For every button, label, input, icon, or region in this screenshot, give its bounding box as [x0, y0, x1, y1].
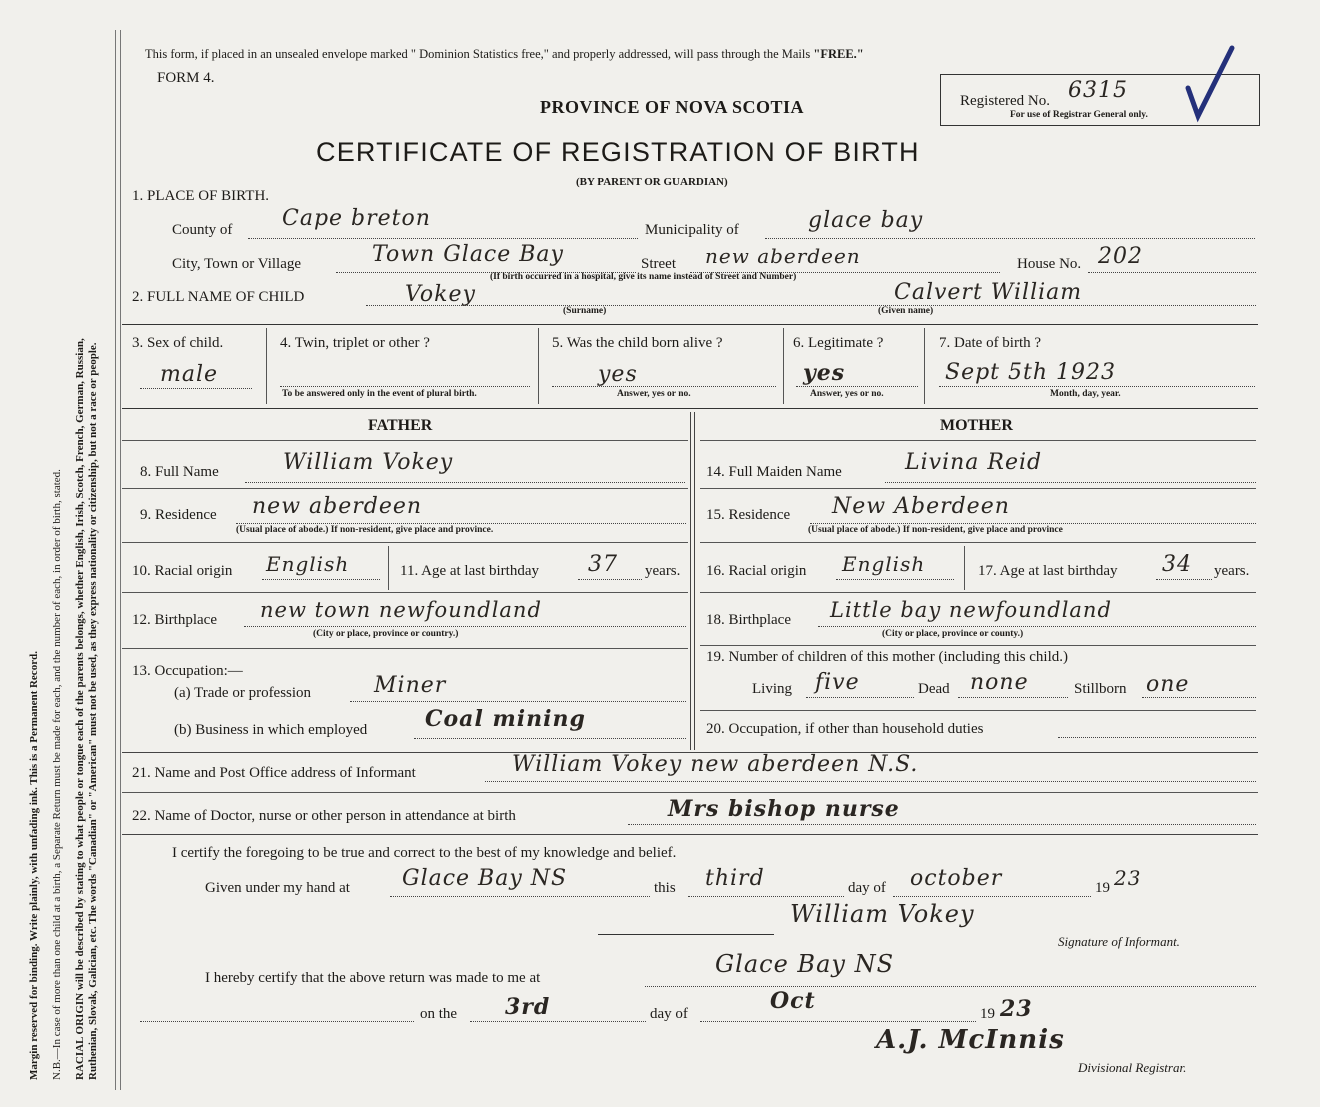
stillborn-label: Stillborn: [1074, 681, 1127, 697]
municipality-line: [765, 238, 1255, 239]
doctor-value: Mrs bishop nurse: [668, 796, 900, 822]
father-racial-label: 10. Racial origin: [132, 563, 233, 579]
stillborn-line: [1142, 697, 1256, 698]
father-trade-line: [350, 701, 686, 702]
child-given-name: Calvert William: [894, 280, 1083, 305]
div-10-11: [388, 546, 389, 590]
mail-notice: [145, 47, 864, 62]
rule-21-bottom: [122, 792, 1258, 793]
rule-f9: [122, 542, 688, 543]
mother-age-line: [1156, 579, 1212, 580]
mother-birthplace-label: 18. Birthplace: [706, 612, 791, 628]
form-number: FORM 4.: [157, 70, 215, 86]
given-month: october: [910, 866, 1003, 891]
father-heading: FATHER: [368, 417, 433, 434]
dob-value: Sept 5th 1923: [945, 360, 1116, 385]
mother-birthplace-line: [818, 626, 1256, 627]
rule-row3-bottom: [122, 408, 1258, 409]
registrar-caption: Divisional Registrar.: [1078, 1060, 1187, 1075]
rule-m15: [700, 542, 1256, 543]
dob-line: [939, 386, 1255, 387]
place-heading: 1. PLACE OF BIRTH.: [132, 188, 270, 204]
province: PROVINCE OF NOVA SCOTIA: [540, 97, 805, 117]
margin-line-1: Margin reserved for binding. Write plainly, with unfading ink. This is a Permanent Record.: [28, 651, 40, 1080]
mother-age: 34: [1162, 552, 1192, 577]
mother-residence: New Aberdeen: [832, 494, 1010, 519]
legit-line: [796, 386, 918, 387]
registrar-year-prefix: 19: [980, 1006, 995, 1022]
dob-label: 7. Date of birth ?: [939, 335, 1042, 351]
father-birthplace-label: 12. Birthplace: [132, 612, 217, 628]
mother-years: years.: [1214, 563, 1250, 579]
informant-line: [485, 781, 1256, 782]
given-caption: (Given name): [878, 306, 934, 316]
alive-label: 5. Was the child born alive ?: [552, 335, 723, 351]
father-racial-line: [262, 579, 380, 580]
rule-f10: [122, 592, 688, 593]
dob-note: Month, day, year.: [1050, 389, 1121, 399]
registrar-month: Oct: [770, 988, 816, 1014]
mother-heading: MOTHER: [940, 417, 1013, 434]
div-3: [266, 328, 267, 404]
father-business-line: [414, 738, 686, 739]
mother-racial-label: 16. Racial origin: [706, 563, 807, 579]
given-year-prefix: 19: [1095, 880, 1110, 896]
mother-racial: English: [842, 552, 926, 576]
margin-line-3: RACIAL ORIGIN will be described by stating to what people or tongue each of the parents belongs, whether English, Irish, Scotch, French, German, Russian,: [74, 338, 86, 1080]
father-name-line: [245, 482, 685, 483]
mother-name-label: 14. Full Maiden Name: [706, 464, 842, 480]
sex-label: 3. Sex of child.: [132, 335, 224, 351]
rule-f12: [122, 648, 688, 649]
given-day-line: [688, 896, 844, 897]
mother-residence-label: 15. Residence: [706, 507, 791, 523]
registered-label: Registered No.: [960, 93, 1050, 109]
registrar-use: For use of Registrar General only.: [1010, 110, 1148, 120]
day-of-label: day of: [848, 880, 886, 896]
twin-label: 4. Twin, triplet or other ?: [280, 335, 430, 351]
registrar-day: 3rd: [505, 994, 551, 1020]
city-label: City, Town or Village: [172, 256, 302, 272]
alive-note: Answer, yes or no.: [617, 389, 691, 399]
given-month-line: [893, 896, 1091, 897]
mother-birthplace: Little bay newfoundland: [830, 598, 1112, 622]
margin-line-2: N.B.—In case of more than one child at a birth, a Separate Return must be made for each, and the number of each, in order of birth, stated.: [51, 469, 63, 1080]
legit-value: yes: [803, 360, 846, 386]
child-name-label: 2. FULL NAME OF CHILD: [132, 289, 305, 305]
mother-name-line: [885, 482, 1256, 483]
father-residence-line: [236, 523, 686, 524]
house-value: 202: [1098, 244, 1143, 269]
father-residence-note: (Usual place of abode.) If non-resident, give place and province.: [236, 525, 494, 535]
registrar-place-line: [645, 986, 1256, 987]
rule-heading-right: [700, 440, 1256, 441]
margin-instructions: [28, 50, 100, 1080]
registrar-month-line: [700, 1021, 976, 1022]
dead-line: [958, 697, 1068, 698]
mother-name: Livina Reid: [905, 450, 1043, 475]
this-label: this: [654, 880, 676, 896]
checkmark-icon: [1180, 44, 1240, 124]
child-surname: Vokey: [405, 282, 476, 307]
mother-occupation-line: [1058, 737, 1256, 738]
living-value: five: [815, 670, 860, 695]
rule-m19: [700, 710, 1256, 711]
rule-m16: [700, 592, 1256, 593]
surname-caption: (Surname): [563, 306, 607, 316]
registrar-statement: I hereby certify that the above return was made to me at: [205, 970, 541, 986]
street-note: (If birth occurred in a hospital, give its name instead of Street and Number): [490, 272, 797, 282]
street-label: Street: [641, 256, 676, 272]
mail-notice-text: This form, if placed in an unsealed envelope marked " Dominion Statistics free," and properly addressed, will pass through the Mails: [145, 47, 811, 61]
dead-label: Dead: [918, 681, 950, 697]
father-birthplace-line: [244, 626, 686, 627]
twin-note: To be answered only in the event of plural birth.: [282, 389, 477, 399]
given-place: Glace Bay NS: [402, 866, 568, 891]
sex-line: [140, 388, 252, 389]
street-value: new aberdeen: [705, 244, 861, 268]
div-16-17: [964, 546, 965, 590]
mother-residence-note: (Usual place of abode.) If non-resident, give place and province: [808, 525, 1063, 535]
living-line: [806, 697, 914, 698]
binding-rule-2: [120, 30, 121, 1090]
father-age: 37: [588, 552, 618, 577]
binding-rule: [115, 30, 116, 1090]
registrar-blank-line: [140, 1021, 414, 1022]
father-residence: new aberdeen: [252, 494, 423, 519]
div-4: [538, 328, 539, 404]
mother-occupation-label: 20. Occupation, if other than household duties: [706, 721, 984, 737]
municipality-value: glace bay: [808, 208, 924, 233]
father-name-label: 8. Full Name: [140, 464, 219, 480]
legit-note: Answer, yes or no.: [810, 389, 884, 399]
certify-statement: I certify the foregoing to be true and correct to the best of my knowledge and belief.: [172, 845, 677, 861]
rule-heading-left: [122, 440, 688, 441]
div-6: [924, 328, 925, 404]
father-birthplace-note: (City or place, province or country.): [313, 629, 459, 639]
registrar-place: Glace Bay NS: [715, 950, 895, 978]
father-business: Coal mining: [425, 706, 586, 732]
father-trade: Miner: [374, 673, 447, 698]
registrar-signature: A.J. McInnis: [876, 1025, 1065, 1055]
given-year: 23: [1114, 866, 1142, 890]
alive-value: yes: [598, 362, 638, 387]
doctor-label: 22. Name of Doctor, nurse or other person in attendance at birth: [132, 808, 516, 824]
father-occupation-label: 13. Occupation:—: [132, 663, 243, 679]
registered-number: 6315: [1068, 78, 1128, 103]
sex-value: male: [160, 362, 219, 387]
city-value: Town Glace Bay: [372, 242, 564, 267]
doctor-line: [628, 824, 1256, 825]
alive-line: [552, 386, 776, 387]
center-divider-2: [694, 412, 695, 750]
informant-signature: William Vokey: [790, 900, 975, 928]
county-value: Cape breton: [282, 206, 431, 231]
rule-m14: [700, 488, 1256, 489]
mother-birthplace-note: (City or place, province or county.): [882, 629, 1024, 639]
father-business-label: (b) Business in which employed: [174, 722, 368, 738]
on-the-label: on the: [420, 1006, 458, 1022]
legit-label: 6. Legitimate ?: [793, 335, 884, 351]
div-5: [783, 328, 784, 404]
registrar-day-of-label: day of: [650, 1006, 688, 1022]
given-place-line: [390, 896, 650, 897]
house-label: House No.: [1017, 256, 1082, 272]
mother-children-label: 19. Number of children of this mother (including this child.): [706, 649, 1069, 665]
informant-sig-caption: Signature of Informant.: [1058, 934, 1180, 949]
county-line: [248, 238, 638, 239]
informant-label: 21. Name and Post Office address of Informant: [132, 765, 416, 781]
father-birthplace: new town newfoundland: [260, 598, 542, 622]
father-racial: English: [266, 552, 350, 576]
rule-m18: [700, 645, 1256, 646]
mother-racial-line: [836, 579, 954, 580]
registrar-year: 23: [1000, 996, 1033, 1022]
registrar-day-line: [470, 1021, 646, 1022]
document-title: CERTIFICATE OF REGISTRATION OF BIRTH: [316, 137, 920, 167]
informant-sig-line: [598, 934, 774, 935]
rule-f8: [122, 488, 688, 489]
father-trade-label: (a) Trade or profession: [174, 685, 312, 701]
father-age-line: [578, 579, 642, 580]
center-divider: [690, 412, 691, 750]
municipality-label: Municipality of: [645, 222, 739, 238]
informant-value: William Vokey new aberdeen N.S.: [512, 752, 919, 777]
father-years: years.: [645, 563, 681, 579]
father-residence-label: 9. Residence: [140, 507, 217, 523]
dead-value: none: [970, 670, 1029, 695]
document-subtitle: (BY PARENT OR GUARDIAN): [576, 176, 728, 188]
living-label: Living: [752, 681, 792, 697]
mail-free: "FREE.": [813, 47, 864, 61]
given-day: third: [705, 866, 765, 891]
given-label: Given under my hand at: [205, 880, 350, 896]
house-line: [1088, 272, 1256, 273]
mother-residence-line: [810, 523, 1256, 524]
mother-age-label: 17. Age at last birthday: [978, 563, 1118, 579]
rule-22-bottom: [122, 834, 1258, 835]
father-name: William Vokey: [283, 450, 454, 475]
margin-line-4: Ruthenian, Slovak, Galician, etc. The words "Canadian" or "American" must not be used, as they express nationality or citizenship, but not a race or people.: [87, 342, 99, 1080]
rule-row3-top: [122, 324, 1258, 325]
county-label: County of: [172, 222, 233, 238]
child-name-line: [366, 305, 1256, 306]
twin-line: [280, 386, 530, 387]
father-age-label: 11. Age at last birthday: [400, 563, 539, 579]
stillborn-value: one: [1146, 672, 1190, 697]
